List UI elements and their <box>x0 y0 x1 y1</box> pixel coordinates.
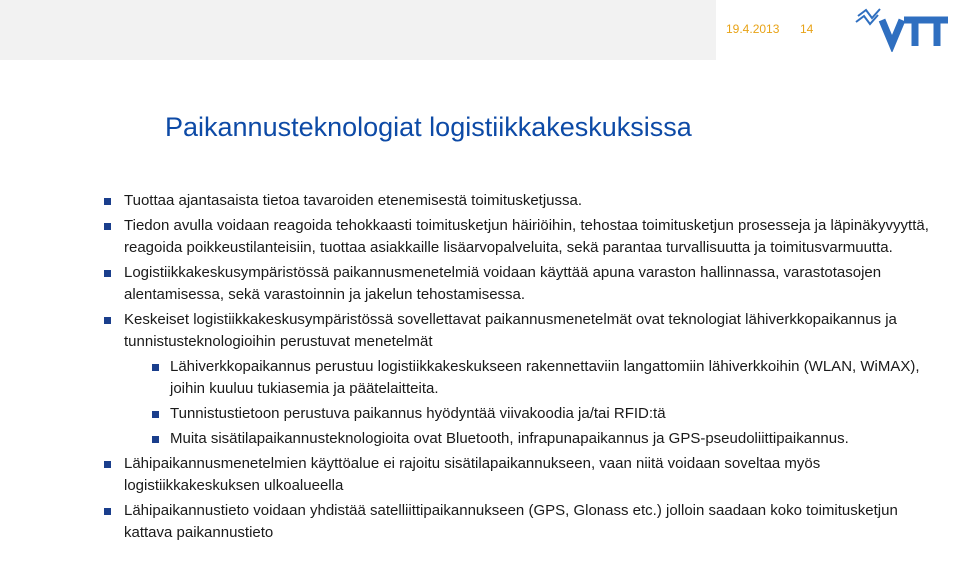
vtt-logo <box>852 6 952 52</box>
bullet-square-icon <box>104 198 111 205</box>
bullet-square-icon <box>104 461 111 468</box>
sub-bullet-text: Muita sisätilapaikannusteknologioita ovat Bluetooth, infrapunapaikannus ja GPS-pseudoliittipaikannus. <box>170 430 849 447</box>
sub-bullet-item <box>104 356 934 400</box>
sub-bullet-text: Tunnistustietoon perustuva paikannus hyödyntää viivakoodia ja/tai RFID:tä <box>170 405 666 422</box>
slide-date: 19.4.2013 <box>726 22 780 36</box>
bullet-item <box>104 262 934 306</box>
bullet-text: Tuottaa ajantasaista tietoa tavaroiden etenemisestä toimitusketjussa. <box>124 192 583 209</box>
bullet-item <box>104 500 934 544</box>
bullet-text: Lähipaikannustieto voidaan yhdistää satelliittipaikannukseen (GPS, Glonass etc.) jolloin saadaan koko toimitusketjun kattava paikannustieto <box>124 502 898 541</box>
bullet-text: Logistiikkakeskusympäristössä paikannusmenetelmiä voidaan käyttää apuna varaston hallinnassa, varastotasojen alentamisessa, sekä varastoinnin ja jakelun tehostamisessa. <box>124 264 882 303</box>
header-bar <box>0 0 960 60</box>
bullet-square-icon <box>104 223 111 230</box>
sub-bullet-item <box>104 403 934 425</box>
bullet-item <box>104 215 934 259</box>
slide-title: Paikannusteknologiat logistiikkakeskuksissa <box>165 112 692 142</box>
bullet-square-icon <box>104 270 111 277</box>
bullet-text: Lähipaikannusmenetelmien käyttöalue ei rajoitu sisätilapaikannukseen, vaan niitä voidaan soveltaa myös logistiikkakeskuksen ulkoalueella <box>124 455 821 494</box>
bullet-list <box>104 190 934 547</box>
bullet-square-icon <box>152 364 159 371</box>
page-number: 14 <box>800 22 814 36</box>
bullet-square-icon <box>152 411 159 418</box>
bullet-square-icon <box>152 436 159 443</box>
bullet-text: Tiedon avulla voidaan reagoida tehokkaasti toimitusketjun häiriöihin, tehostaa toimitusketjun prosesseja ja läpinäkyvyyttä, reagoida poikkeustilanteisiin, tuottaa asiakkaille lisäarvopalveluita, sekä parantaa turvallisuutta ja toimitusvarmuutta. <box>124 217 929 256</box>
bullet-item <box>104 453 934 497</box>
bullet-item <box>104 190 934 212</box>
bullet-item <box>104 309 934 353</box>
bullet-text: Keskeiset logistiikkakeskusympäristössä sovellettavat paikannusmenetelmät ovat teknologiat lähiverkkopaikannus ja tunnistusteknologioihin perustuvat menetelmät <box>124 311 897 350</box>
sub-bullet-text: Lähiverkkopaikannus perustuu logistiikkakeskukseen rakennettaviin langattomiin lähiverkkoihin (WLAN, WiMAX), joihin kuuluu tukiasemia ja päätelaitteita. <box>170 358 920 397</box>
bullet-square-icon <box>104 317 111 324</box>
sub-bullet-item <box>104 428 934 450</box>
bullet-square-icon <box>104 508 111 515</box>
